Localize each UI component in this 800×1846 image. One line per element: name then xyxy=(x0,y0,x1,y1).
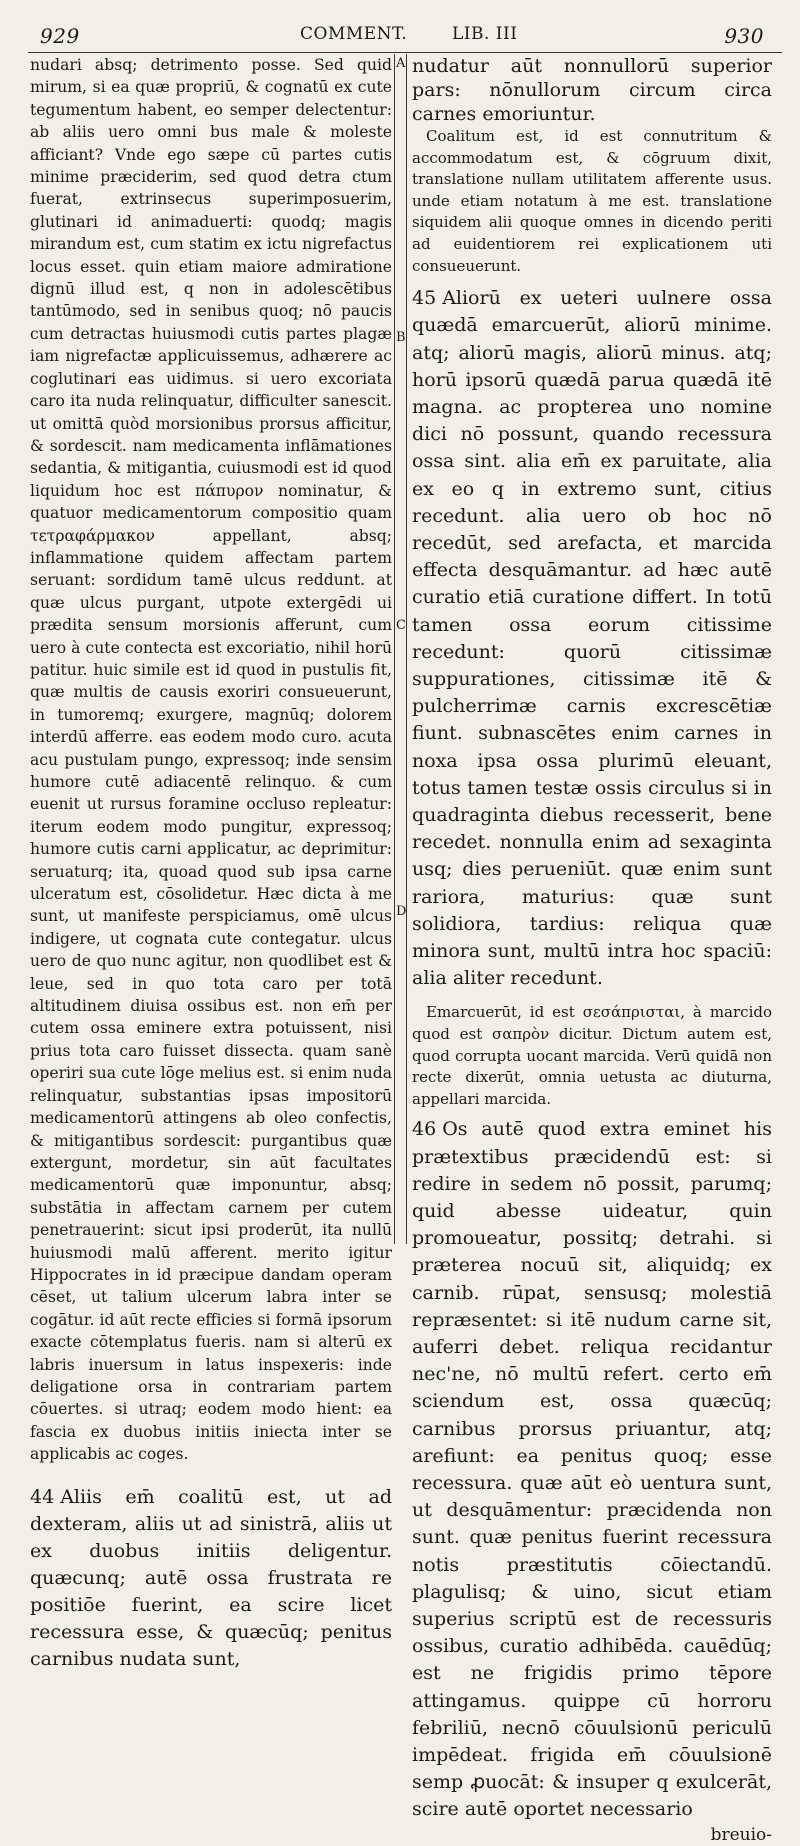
left-column xyxy=(30,54,392,1670)
paragraph-44-text: Aliis em̄ coalitū est, ut ad dexteram, aliis ut ad sinistrā, aliis ut ex duobus initiis deligentur. quæcunq; autē ossa frustrata re positiōe fuerint, ea scire licet recessura esse, & quæcūq; penitus carnibus nudata sunt, xyxy=(30,1485,392,1670)
margin-letter-b: B xyxy=(396,330,406,345)
paragraph-46 xyxy=(412,1116,772,1823)
paragraph-45 xyxy=(412,285,772,992)
commentary-coalitum: Coalitum est, id est connutritum & accommodatum est, & cōgruum dixit, translatione nullam utilitatem afferente usus. unde etiam notatum à me est. translatione siquidem alii quoque omnes in dicendo periti ad euidentiorem rei explicationem uti consueuerunt. xyxy=(412,127,772,275)
right-column xyxy=(412,54,772,1845)
running-title: COMMENT. xyxy=(300,24,408,44)
paragraph-46-text: Os autē quod extra eminet his prætextibus præcidendū est: si redire in sedem nō possit, parumq; quid abesse uideatur, quin promoueatur, possitq; detrahi. si præterea nocuū sit, aliquidq; ex carnib. rūpat, sensusq; molestiā repræsentet: si itē nudum carne sit, auferri debet. reliqua recidantur nec'ne, nō multū refert. certo em̄ sciendum est, ossa quæcūq; carnibus prorsus priuantur, atq; arefiunt: ea penitus quoq; esse recessura. quæ aūt eò uentura sunt, ut desquāmentur: præcidenda non sunt. quæ penitus fuerint recessura notis præstitutis cōiectandū. plagulisq; & uino, sicut etiam superius scriptū est de recessuris ossibus, curatio adhibēda. cauēdūq; est ne frigidis primo tēpore attingamus. quippe cū horroru febriliū, necnō cōuulsionū periculū impēdeat. frigida em̄ cōuulsionē semp ꝓuocāt: & insuper q exulcerāt, scire autē oportet necessario xyxy=(412,1118,772,1821)
section-number-46: 46 xyxy=(412,1118,437,1141)
right-page-number: 930 xyxy=(724,24,764,48)
catchword: breuio- xyxy=(710,1824,772,1845)
column-rule-left xyxy=(394,54,395,1244)
paragraph-continued: nudari absq; detrimento posse. Sed quid mirum, si ea quæ propriū, & cognatū ex cute tegumentum habent, eo semper delectentur: ab aliis uero omni bus male & moleste afficiant? Vnde ego sæpe cū partes cutis minime præciderim, sed quod detra ctum fuerat, extrinsecus superimposuerim, glutinari id animaduerti: quodq; magis mirandum est, cum statim ex ictu nigrefactus locus esset. quin etiam maiore admiratione dignū illud est, q non in adolescētibus tantūmodo, sed in senibus quoq; nō paucis cum detractas huiusmodi cutis partes plagæ iam nigrefactæ applicuissemus, adhærere ac coglutinari eas uidimus. si uero excoriata caro ita nuda relinquatur, difficulter sanescit. ut omittā quòd morsionibus prorsus afficitur, & sordescit. nam medicamenta inflāmationes sedantia, & mitigantia, cuiusmodi est id quod liquidum hoc est πάπυρον nominatur, & quatuor medicamentorum compositio quam τετραφάρμακον appellant, absq; inflammatione quidem affectam partem seruant: sordidum tamē ulcus reddunt. at quæ ulcus purgant, utpote extergēdi ui prædita sensum morsionis afferunt, cum uero à cute contecta est excoriatio, nihil horū patitur. huic simile est id quod in pustulis fit, quæ multis de causis exoriri consueuerunt, in tumoremq; exurgere, magnūq; dolorem interdū afferre. eas eodem modo curo. acuta acu pustulam pungo, expressoq; inde sensim humore cutē adiacentē relinquo. & cum euenit ut rursus foramine occluso repleatur: iterum eodem modo pungitur, expressoq; humore cutis carni applicatur, ac deprimitur: seruaturq; ita, quoad quod sub ipsa carne ulceratum est, cōsolidetur. Hæc dicta à me sunt, ut manifeste perspiciamus, omē ulcus indigere, ut cognata cute contegatur. ulcus uero de quo nunc agitur, non quodlibet est & leue, sed in quo tota caro per totā altitudinem diuisa ossibus est. non em̄ per cutem ossa eminere extra potuissent, nisi prius tota caro fuisset dissecta. quam sanè operiri sua cute lōge melius est. si enim nuda relinquatur, substantias ipsas impositorū medicamentorū attingens ab oleo confectis, & mitigantibus sordescit: purgantibus quæ extergunt, mordetur, sin aūt facultates medicamentorū quæ imponuntur, absq; substātia in affectam carnem per cutem penetrauerint: sicut ipsi proderūt, ita nullū huiusmodi malū afferent. merito igitur Hippocrates in id præcipue dandam operam cēset, ut talium ulcerum labra inter se cogātur. id aūt recte efficies si formā ipsorum exacte cōtemplatus fueris. nam si alterū ex labris inuersum in latus inspexeris: inde deligatione orsa in contrariam partem cōuertes. si utraq; eodem modo hient: ea fascia ex duobus initiis iniecta inter se applicabis ac coges. xyxy=(30,56,392,1464)
paragraph-44 xyxy=(30,1484,392,1673)
running-header xyxy=(0,18,800,52)
column-rule-right xyxy=(406,54,407,1244)
header-rule xyxy=(28,52,782,53)
commentary-emarcuerunt: Emarcuerūt, id est σεσάπρισται, à marcido quod est σαπρὸν dicitur. Dictum autem est, quod corrupta uocant marcida. Verū quidā non recte dixerūt, omnia uetusta ac diuturna, appellari marcida. xyxy=(412,1003,772,1108)
left-page-number: 929 xyxy=(40,24,80,48)
margin-letter-a: A xyxy=(396,56,406,71)
section-number-45: 45 xyxy=(412,287,437,310)
paragraph-continued-right: nudatur aūt nonnullorū superior pars: nōnullorum circum circa carnes emoriuntur. xyxy=(412,55,772,125)
section-number-44: 44 xyxy=(30,1485,55,1508)
margin-letter-c: C xyxy=(396,618,406,633)
book-label: LIB. III xyxy=(452,24,518,44)
margin-letter-d: D xyxy=(396,904,407,919)
paragraph-45-text: Aliorū ex ueteri uulnere ossa quædā emarcuerūt, aliorū minime. atq; aliorū magis, aliorū minus. atq; horū ipsorū quædā parua quædā itē magna. ac propterea uno nomine dici nō possunt, quando recessura ossa sint. alia em̄ ex paruitate, alia ex eo q in extremo sunt, citius recedunt. alia uero ob hoc nō recedūt, sed arefacta, et marcida effecta desquāmantur. ad hæc autē curatio etiā curatione differt. In totū tamen ossa eorum citissime recedunt: quorū citissimæ suppurationes, citissimæ itē & pulcherrimæ carnis excrescētiæ fiunt. subnascētes enim carnes in noxa ipsa ossa plurimū eleuant, totus tamen testæ ossis circulus si in quadraginta diebus recesserit, bene recedet. nonnulla enim ad sexaginta usq; dies perueniūt. quæ enim sunt rariora, maturius: quæ sunt solidiora, tardius: reliqua quæ minora sunt, multū intra hoc spaciū: alia aliter recedunt. xyxy=(412,287,772,990)
